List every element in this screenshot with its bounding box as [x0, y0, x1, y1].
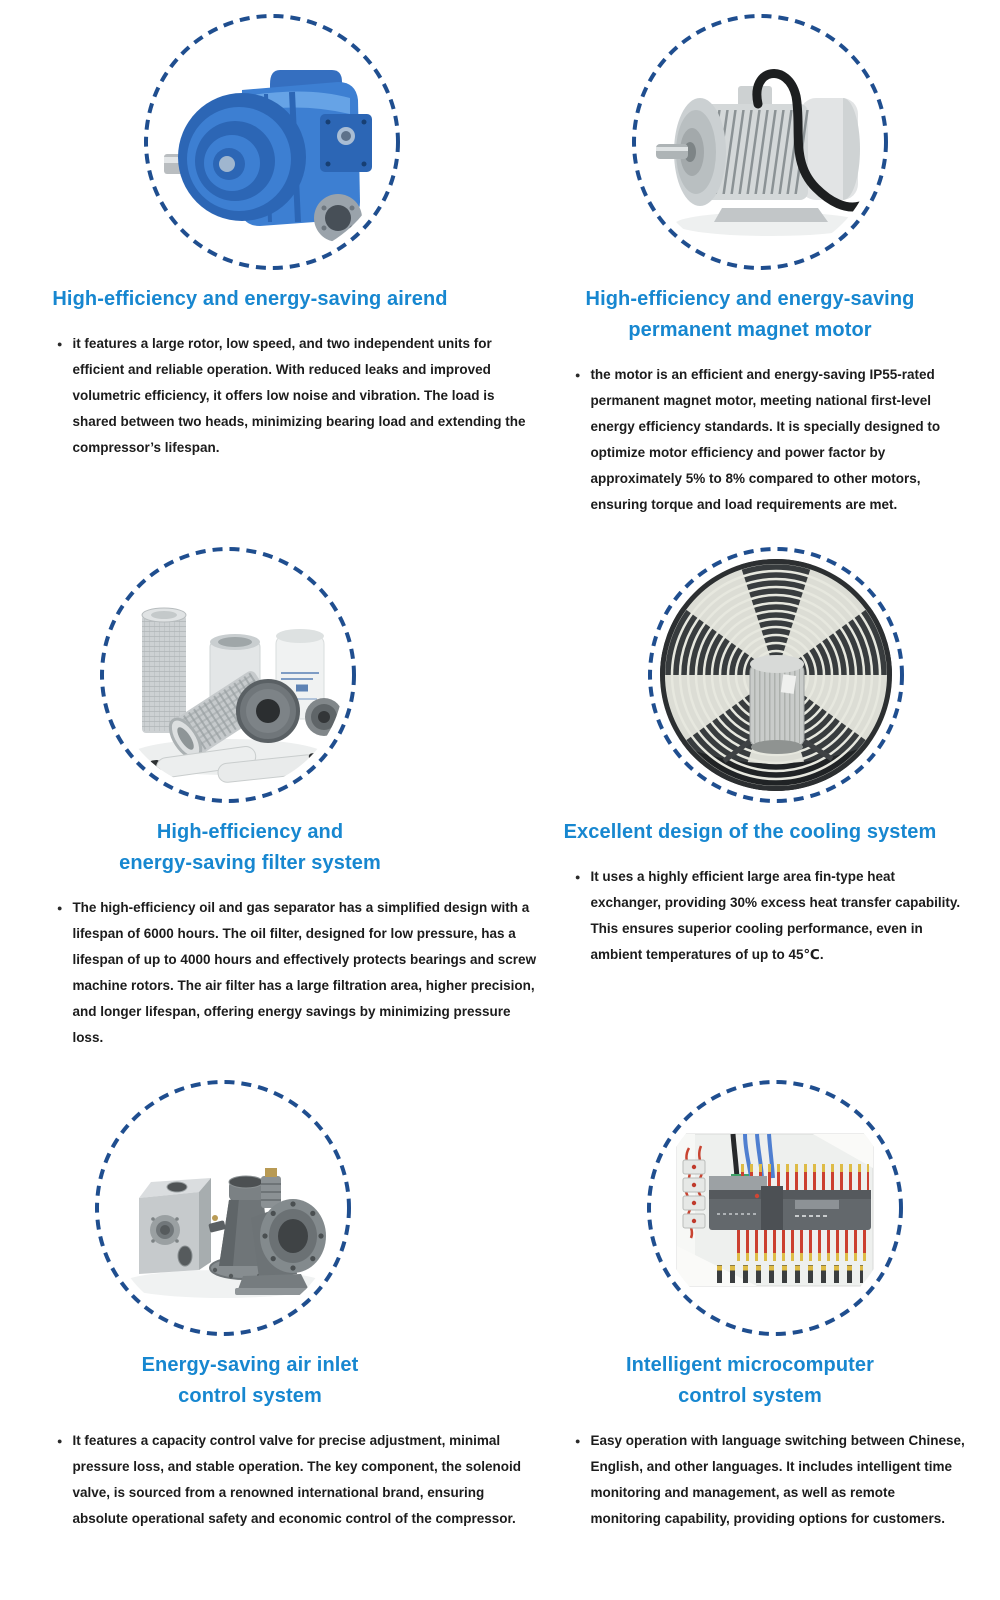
section-body: [57, 895, 537, 1051]
section-heading: [500, 1350, 1000, 1412]
body-text: the motor is an efficient and energy-saving IP55-rated permanent magnet motor, meeting national first-level energy efficiency standards. It is specially designed to optimize motor efficiency and power factor by approximately 5% to 8% compared to other motors, ensuring torque and load requirements are met.: [590, 367, 941, 512]
section-body: [575, 362, 965, 518]
bullet-icon: ●: [575, 1436, 581, 1446]
section-body: [575, 864, 965, 968]
cooling-circle: [646, 545, 906, 805]
air-inlet-valve-photo: [93, 1078, 353, 1338]
heading-line: permanent magnet motor: [628, 319, 872, 341]
bullet-icon: ●: [57, 1436, 63, 1446]
feature-section-motor: [500, 0, 1000, 533]
body-text: The high-efficiency oil and gas separator has a simplified design with a lifespan of 6000 hours. The oil filter, designed for low pressure, has a lifespan of up to 4000 hours and effectively protects bearings and screw machine rotors. The air filter has a large filtration area, higher precision, and longer lifespan, offering energy savings by minimizing pressure loss.: [72, 900, 537, 1045]
body-text: It uses a highly efficient large area fin-type heat exchanger, providing 30% excess heat transfer capability. This ensures superior cooling performance, even in ambient temperatures of up to 45℃.: [590, 869, 961, 962]
body-text: Easy operation with language switching between Chinese, English, and other languages. It includes intelligent time monitoring and management, as well as remote monitoring capability, providing options for customers.: [590, 1433, 965, 1526]
section-body: [57, 1428, 537, 1532]
heading-line: energy-saving filter system: [119, 852, 381, 874]
feature-section-airend: [0, 0, 526, 533]
motor-circle: [630, 12, 890, 272]
bullet-icon: ●: [57, 339, 63, 349]
bullet-icon: ●: [57, 903, 63, 913]
air-inlet-circle: [93, 1078, 353, 1338]
feature-section-filters: [0, 533, 537, 1066]
heading-line: Intelligent microcomputer: [625, 1354, 875, 1376]
section-body: [575, 1428, 965, 1532]
section-heading: [0, 817, 500, 879]
heading-line: High-efficiency and energy-saving airend: [52, 288, 448, 310]
filters-circle: [98, 545, 358, 805]
permanent-magnet-motor-photo: [630, 12, 890, 272]
heading-line: control system: [178, 1385, 322, 1407]
section-heading: [0, 284, 500, 315]
section-heading: [500, 284, 1000, 346]
feature-section-cooling: [500, 533, 1000, 1066]
body-text: it features a large rotor, low speed, and two independent units for efficient and reliable operation. With reduced leaks and improved volumetric efficiency, it offers low noise and vibration. The load is shared between two heads, minimizing bearing load and extending the compressor’s lifespan.: [72, 336, 526, 455]
heading-line: control system: [678, 1385, 822, 1407]
filter-elements-photo: [98, 545, 358, 805]
microcomputer-circle: [645, 1078, 905, 1338]
body-text: It features a capacity control valve for precise adjustment, minimal pressure loss, and stable operation. The key component, the solenoid valve, is sourced from a renowned international brand, ensuring absolute operational safety and economic control of the compressor.: [72, 1433, 522, 1526]
heading-line: Excellent design of the cooling system: [563, 821, 937, 843]
bullet-icon: ●: [575, 370, 581, 380]
section-heading: [0, 1350, 500, 1412]
heading-line: High-efficiency and: [156, 821, 344, 843]
section-heading: [500, 817, 1000, 848]
feature-section-microcomputer: [500, 1066, 1000, 1600]
heading-line: Energy-saving air inlet: [141, 1354, 359, 1376]
plc-control-panel-photo: [645, 1078, 905, 1338]
cooling-fan-photo: [646, 545, 906, 805]
feature-section-air-inlet: [0, 1066, 522, 1600]
airend-photo: [142, 12, 402, 272]
section-body: [57, 331, 537, 461]
bullet-icon: ●: [575, 872, 581, 882]
heading-line: High-efficiency and energy-saving: [585, 288, 915, 310]
airend-circle: [142, 12, 402, 272]
